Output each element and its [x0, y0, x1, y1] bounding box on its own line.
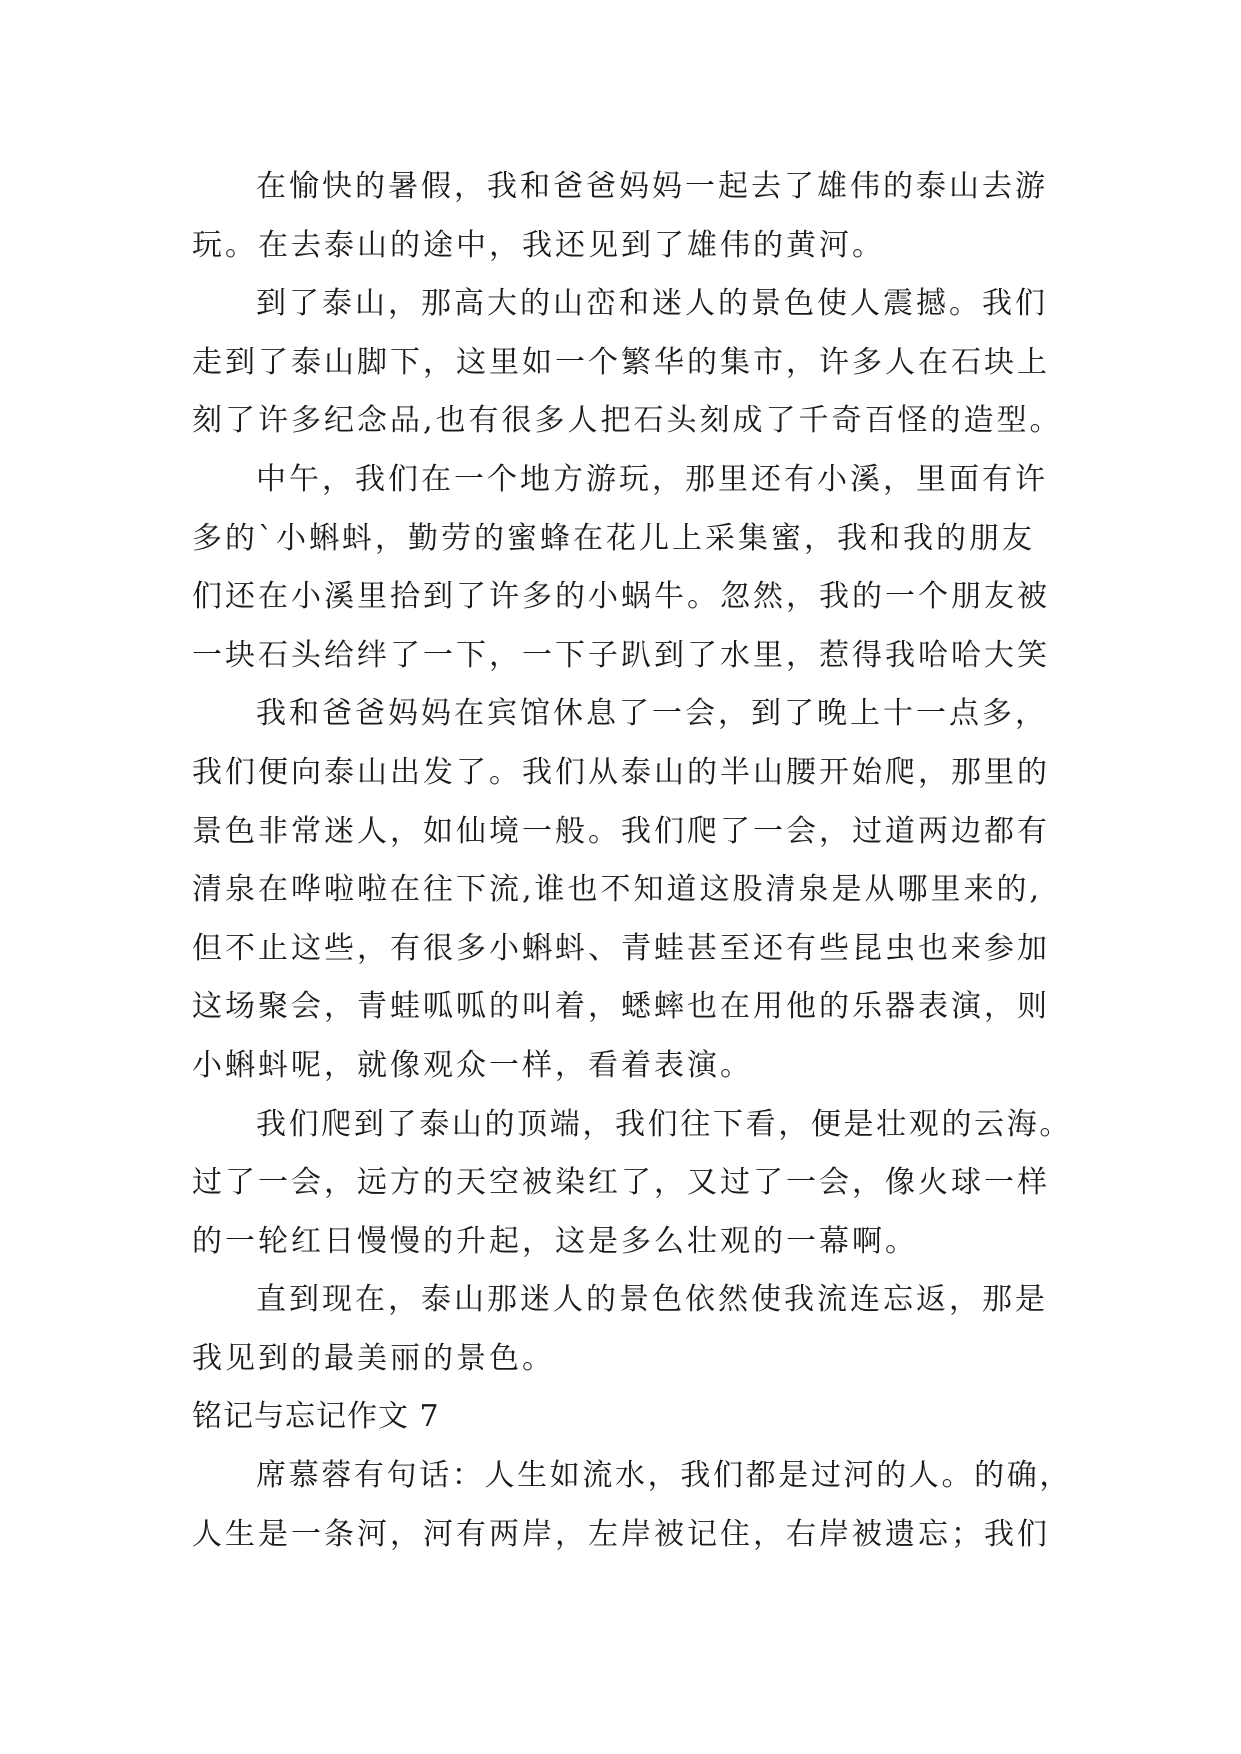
text-line: 在愉快的暑假，我和爸爸妈妈一起去了雄伟的泰山去游: [256, 169, 1048, 204]
text-line: 中午，我们在一个地方游玩，那里还有小溪，里面有许: [256, 461, 1048, 497]
text-line: 我和爸爸妈妈在宾馆休息了一会，到了晚上十一点多，: [256, 696, 1048, 732]
text-line: 但不止这些，有很多小蝌蚪、青蛙甚至还有些昆虫也来参加: [192, 930, 1050, 966]
text-line: 人生是一条河，河有两岸，左岸被记住，右岸被遗忘；我们: [192, 1516, 1050, 1552]
text-line: 多的`小蝌蚪，勤劳的蜜蜂在花儿上采集蜜，我和我的朋友: [192, 520, 1035, 556]
text-line: 刻了许多纪念品,也有很多人把石头刻成了千奇百怪的造型。: [192, 403, 1063, 439]
text-line: 直到现在，泰山那迷人的景色依然使我流连忘返，那是: [256, 1282, 1048, 1318]
document-body: [192, 158, 1072, 1564]
text-line: 过了一会，远方的天空被染红了，又过了一会，像火球一样: [192, 1165, 1050, 1201]
text-line: 走到了泰山脚下，这里如一个繁华的集市，许多人在石块上: [192, 344, 1050, 380]
text-line: 我们爬到了泰山的顶端，我们往下看，便是壮观的云海。: [256, 1106, 1072, 1142]
text-line: 小蝌蚪呢，就像观众一样，看着表演。: [192, 1047, 753, 1083]
text-line: 一块石头给绊了一下，一下子趴到了水里，惹得我哈哈大笑: [192, 637, 1050, 673]
text-line: 们还在小溪里拾到了许多的小蜗牛。忽然，我的一个朋友被: [192, 579, 1050, 615]
text-line: 景色非常迷人，如仙境一般。我们爬了一会，过道两边都有: [192, 813, 1050, 849]
text-line: 我们便向泰山出发了。我们从泰山的半山腰开始爬，那里的: [192, 754, 1050, 790]
text-line: 我见到的最美丽的景色。: [192, 1340, 555, 1376]
text-line: 席慕蓉有句话：人生如流水，我们都是过河的人。的确，: [256, 1458, 1072, 1494]
text-line: 这场聚会，青蛙呱呱的叫着，蟋蟀也在用他的乐器表演，则: [192, 989, 1050, 1025]
section-heading: 铭记与忘记作文 7: [192, 1399, 440, 1435]
text-line: 到了泰山，那高大的山峦和迷人的景色使人震撼。我们: [256, 286, 1048, 322]
text-line: 清泉在哗啦啦在往下流,谁也不知道这股清泉是从哪里来的,: [192, 872, 1043, 908]
text-line: 的一轮红日慢慢的升起，这是多么壮观的一幕啊。: [192, 1223, 918, 1259]
text-line: 玩。在去泰山的途中，我还见到了雄伟的黄河。: [192, 227, 885, 263]
